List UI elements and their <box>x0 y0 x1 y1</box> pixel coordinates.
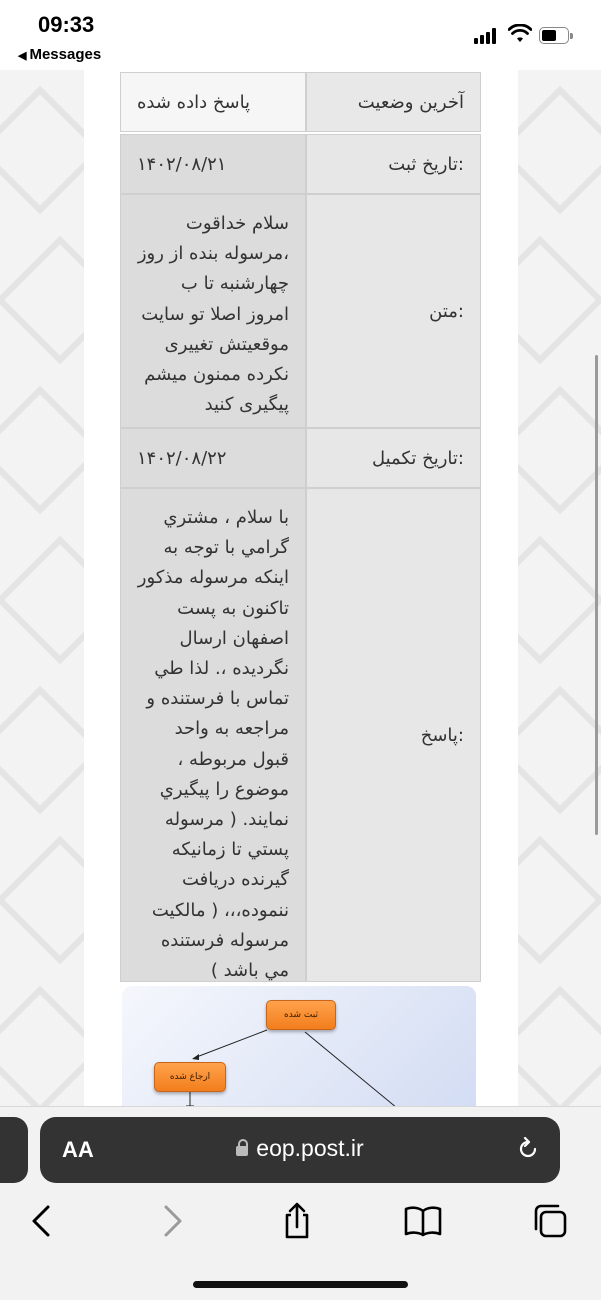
address-bar[interactable] <box>40 1117 560 1183</box>
home-indicator[interactable] <box>193 1281 408 1288</box>
text-value <box>120 194 306 428</box>
answer-line: با سلام ، مشتري <box>163 507 289 528</box>
back-chevron-icon[interactable] <box>22 1201 62 1241</box>
register-date-label: تاریخ ثبت: <box>306 134 481 194</box>
text-line: ،مرسوله بنده از روز <box>137 243 289 265</box>
answer-value <box>120 488 306 982</box>
tabs-icon[interactable] <box>530 1201 570 1241</box>
status-bar <box>0 0 601 70</box>
cellular-signal-icon <box>474 28 500 44</box>
reload-icon[interactable] <box>514 1135 542 1163</box>
answer-line: مراجعه به واحد <box>174 718 289 740</box>
workflow-node-referred: ارجاع شده <box>154 1062 226 1092</box>
share-icon[interactable] <box>277 1201 317 1241</box>
status-label: آخرین وضعیت <box>306 72 481 132</box>
status-value: پاسخ داده شده <box>120 72 306 132</box>
text-line: چهارشنبه تا ب <box>180 273 289 295</box>
scrollbar[interactable] <box>595 355 598 835</box>
lock-icon <box>236 1143 248 1157</box>
answer-line: قبول مربوطه ، <box>177 748 289 770</box>
complete-date-label: تاریخ تکمیل: <box>306 428 481 488</box>
answer-line: اينکه مرسوله مذکور <box>137 567 289 589</box>
answer-line: مي باشد ) <box>210 960 289 982</box>
answer-line: گرامي با توجه به <box>163 537 289 559</box>
wifi-icon <box>508 24 532 44</box>
answer-label: پاسخ: <box>306 488 481 982</box>
text-line: سلام خداقوت <box>185 213 289 234</box>
status-time: 09:33 <box>38 12 95 37</box>
answer-line: تماس با فرستنده و <box>146 688 289 710</box>
url-text: eop.post.ir <box>256 1135 364 1161</box>
text-line: امروز اصلا تو سایت <box>141 303 289 325</box>
text-line: پیگیری کنید <box>204 394 289 416</box>
answer-line: مرسوله فرستنده <box>160 929 289 951</box>
browser-toolbar <box>0 1106 601 1300</box>
table-row-text <box>120 194 481 428</box>
table-row-register-date <box>120 134 481 194</box>
text-line: نکرده ممنون میشم <box>144 364 289 386</box>
back-triangle-icon: ◀ <box>18 50 27 62</box>
workflow-node-registered: ثبت شده <box>266 1000 336 1030</box>
complete-date-value: ۱۴۰۲/۰۸/۲۲ <box>120 428 306 488</box>
workflow-diagram <box>122 986 476 1116</box>
answer-line: پستي تا زمانيکه <box>171 839 289 861</box>
forward-chevron-icon[interactable] <box>152 1201 192 1241</box>
previous-tab-peek[interactable] <box>0 1117 28 1183</box>
battery-icon <box>539 27 573 44</box>
answer-line: گيرنده دريافت <box>181 869 289 891</box>
reader-settings-button[interactable]: AA <box>62 1137 94 1162</box>
back-to-app-link[interactable] <box>18 46 101 63</box>
text-label: متن: <box>306 194 481 428</box>
answer-line: نمايند. ( مرسوله <box>164 809 289 831</box>
table-row-status <box>120 72 481 132</box>
answer-line: تاکنون به پست <box>177 597 289 619</box>
table-row-complete-date <box>120 428 481 488</box>
answer-line: ننموده،،، ( مالکيت <box>151 899 289 921</box>
bookmarks-book-icon[interactable] <box>403 1201 443 1241</box>
answer-line: اصفهان ارسال <box>179 627 289 649</box>
text-line: موقعیتش تغییری <box>164 333 289 355</box>
table-row-answer <box>120 488 481 982</box>
back-app-label: Messages <box>29 46 102 63</box>
register-date-value: ۱۴۰۲/۰۸/۲۱ <box>120 134 306 194</box>
answer-line: موضوع را پيگيري <box>159 778 289 800</box>
answer-line: نگرديده ،. لذا طي <box>154 658 289 680</box>
url-display[interactable] <box>40 1135 560 1162</box>
